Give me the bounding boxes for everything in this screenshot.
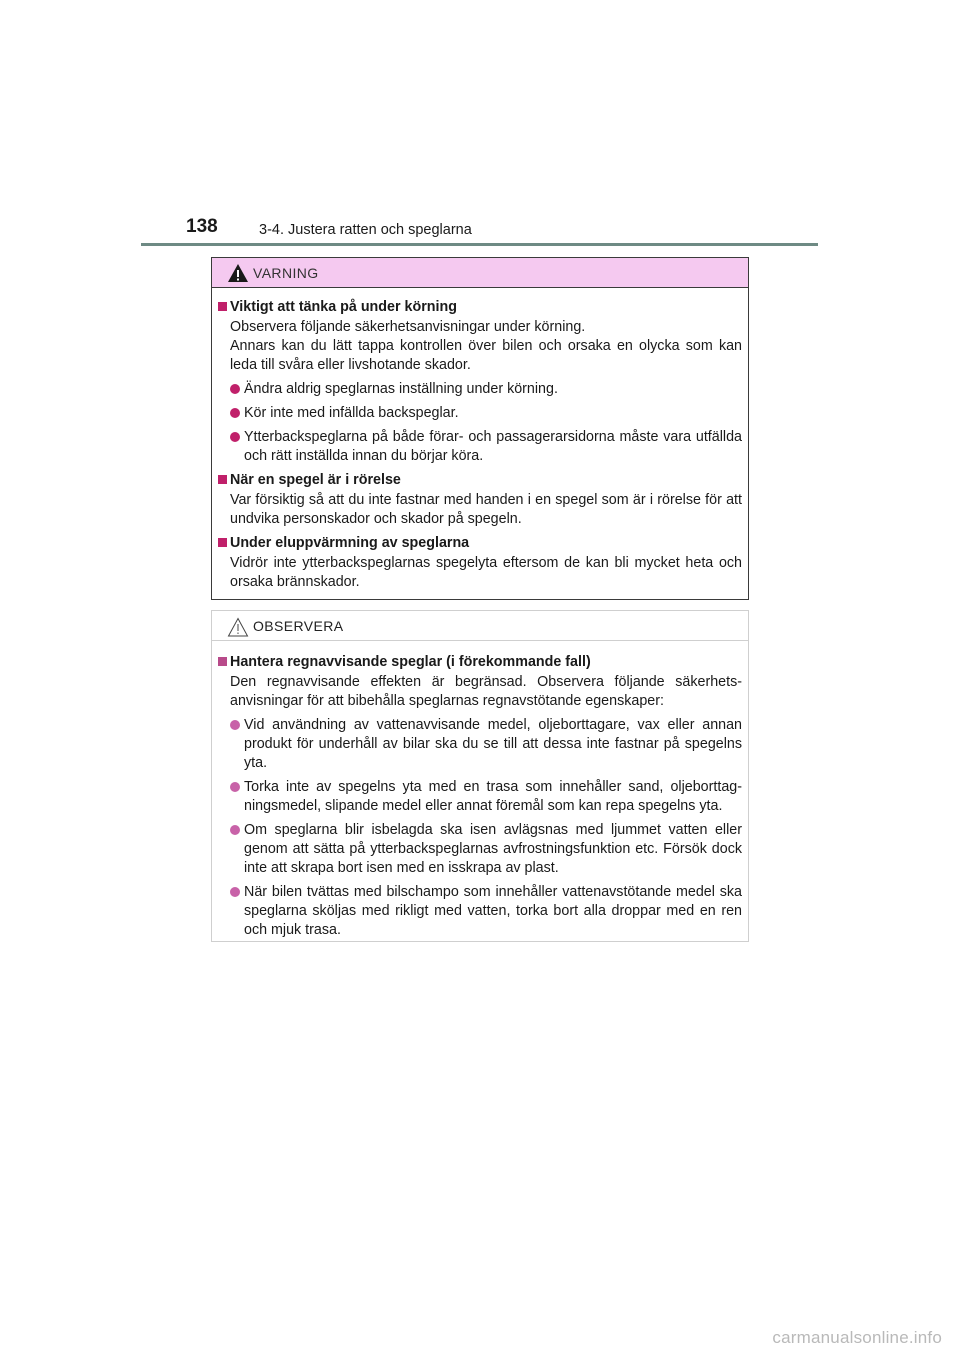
- heading-text: När en spegel är i rörelse: [230, 472, 401, 488]
- heading-text: Viktigt att tänka på under körning: [230, 299, 457, 315]
- round-bullet-icon: [230, 782, 240, 792]
- list-item: [216, 778, 742, 816]
- section-heading: [216, 534, 742, 553]
- warning-section: [216, 471, 742, 529]
- warning-triangle-icon: [227, 263, 249, 283]
- list-item: [216, 716, 742, 773]
- heading-text: Under eluppvärmning av speglarna: [230, 535, 470, 551]
- warning-header: [212, 258, 748, 288]
- notice-label: OBSERVERA: [253, 618, 344, 634]
- list-item: [216, 883, 742, 940]
- paragraph: Observera följande säkerhetsanvisningar under körning.: [230, 319, 586, 335]
- warning-label: VARNING: [253, 265, 319, 281]
- warning-section: [216, 534, 742, 592]
- round-bullet-icon: [230, 825, 240, 835]
- list-item: [216, 404, 742, 423]
- paragraph: Vidrör inte ytterbackspeglarnas spegelyta eftersom de kan bli mycket heta och orsaka brännskador.: [230, 555, 742, 590]
- list-item: [216, 428, 742, 466]
- page-number: 138: [186, 216, 218, 237]
- section-title: 3-4. Justera ratten och speglarna: [259, 222, 472, 238]
- section-heading: [216, 298, 742, 317]
- warning-section: [216, 298, 742, 466]
- section-heading: [216, 653, 742, 672]
- list-item-text: Ytterbackspeglarna på både förar- och passagerarsidorna måste vara utfällda och rätt inställda innan du börjar köra.: [244, 429, 742, 464]
- section-heading: [216, 471, 742, 490]
- list-item-text: Ändra aldrig speglarnas inställning under körning.: [244, 381, 558, 397]
- notice-body: [212, 641, 748, 940]
- caution-outline-triangle-icon: [227, 617, 249, 637]
- notice-header: [212, 611, 748, 641]
- round-bullet-icon: [230, 384, 240, 394]
- list-item-text: Kör inte med infällda backspeglar.: [244, 405, 459, 421]
- paragraph: Var försiktig så att du inte fastnar med handen i en spegel som är i rörelse för att undvika personskador och skador på spegeln.: [230, 492, 742, 527]
- list-item: [216, 380, 742, 399]
- warning-box: [211, 257, 749, 600]
- list-item-text: När bilen tvättas med bilschampo som innehåller vattenavstötande medel ska speglarna sköljas med rikligt med vatten, torka bort alla droppar med en ren och mjuk trasa.: [244, 884, 742, 938]
- watermark: carmanualsonline.info: [772, 1328, 942, 1347]
- square-bullet-icon: [218, 302, 227, 311]
- round-bullet-icon: [230, 887, 240, 897]
- square-bullet-icon: [218, 538, 227, 547]
- paragraph: Den regnavvisande effekten är begränsad. Observera följande säkerhets-anvisningar för att bibehålla speglarnas regnavstötande egenskaper:: [230, 674, 742, 709]
- list-item-text: Om speglarna blir isbelagda ska isen avlägsnas med ljummet vatten eller genom att sätta på ytterbackspeglarnas avfrostningsfunktion etc. Försök dock inte att skrapa bort isen med en isskrapa av plast.: [244, 822, 742, 876]
- square-bullet-icon: [218, 657, 227, 666]
- notice-section: [216, 653, 742, 940]
- round-bullet-icon: [230, 720, 240, 730]
- round-bullet-icon: [230, 408, 240, 418]
- header-rule: [141, 243, 818, 246]
- list-item-text: Vid användning av vattenavvisande medel, oljeborttagare, vax eller annan produkt för underhåll av bilar ska du se till att dessa inte fastnar på spegelns yta.: [244, 717, 742, 771]
- notice-box: [211, 610, 749, 942]
- list-item-text: Torka inte av spegelns yta med en trasa som innehåller sand, oljeborttag-ningsmedel, slipande medel eller annat föremål som kan repa spegelns yta.: [244, 779, 742, 814]
- square-bullet-icon: [218, 475, 227, 484]
- warning-body: [212, 288, 748, 592]
- list-item: [216, 821, 742, 878]
- paragraph: Annars kan du lätt tappa kontrollen över bilen och orsaka en olycka som kan leda till svåra eller livshotande skador.: [230, 338, 742, 373]
- round-bullet-icon: [230, 432, 240, 442]
- heading-text: Hantera regnavvisande speglar (i förekommande fall): [230, 654, 591, 670]
